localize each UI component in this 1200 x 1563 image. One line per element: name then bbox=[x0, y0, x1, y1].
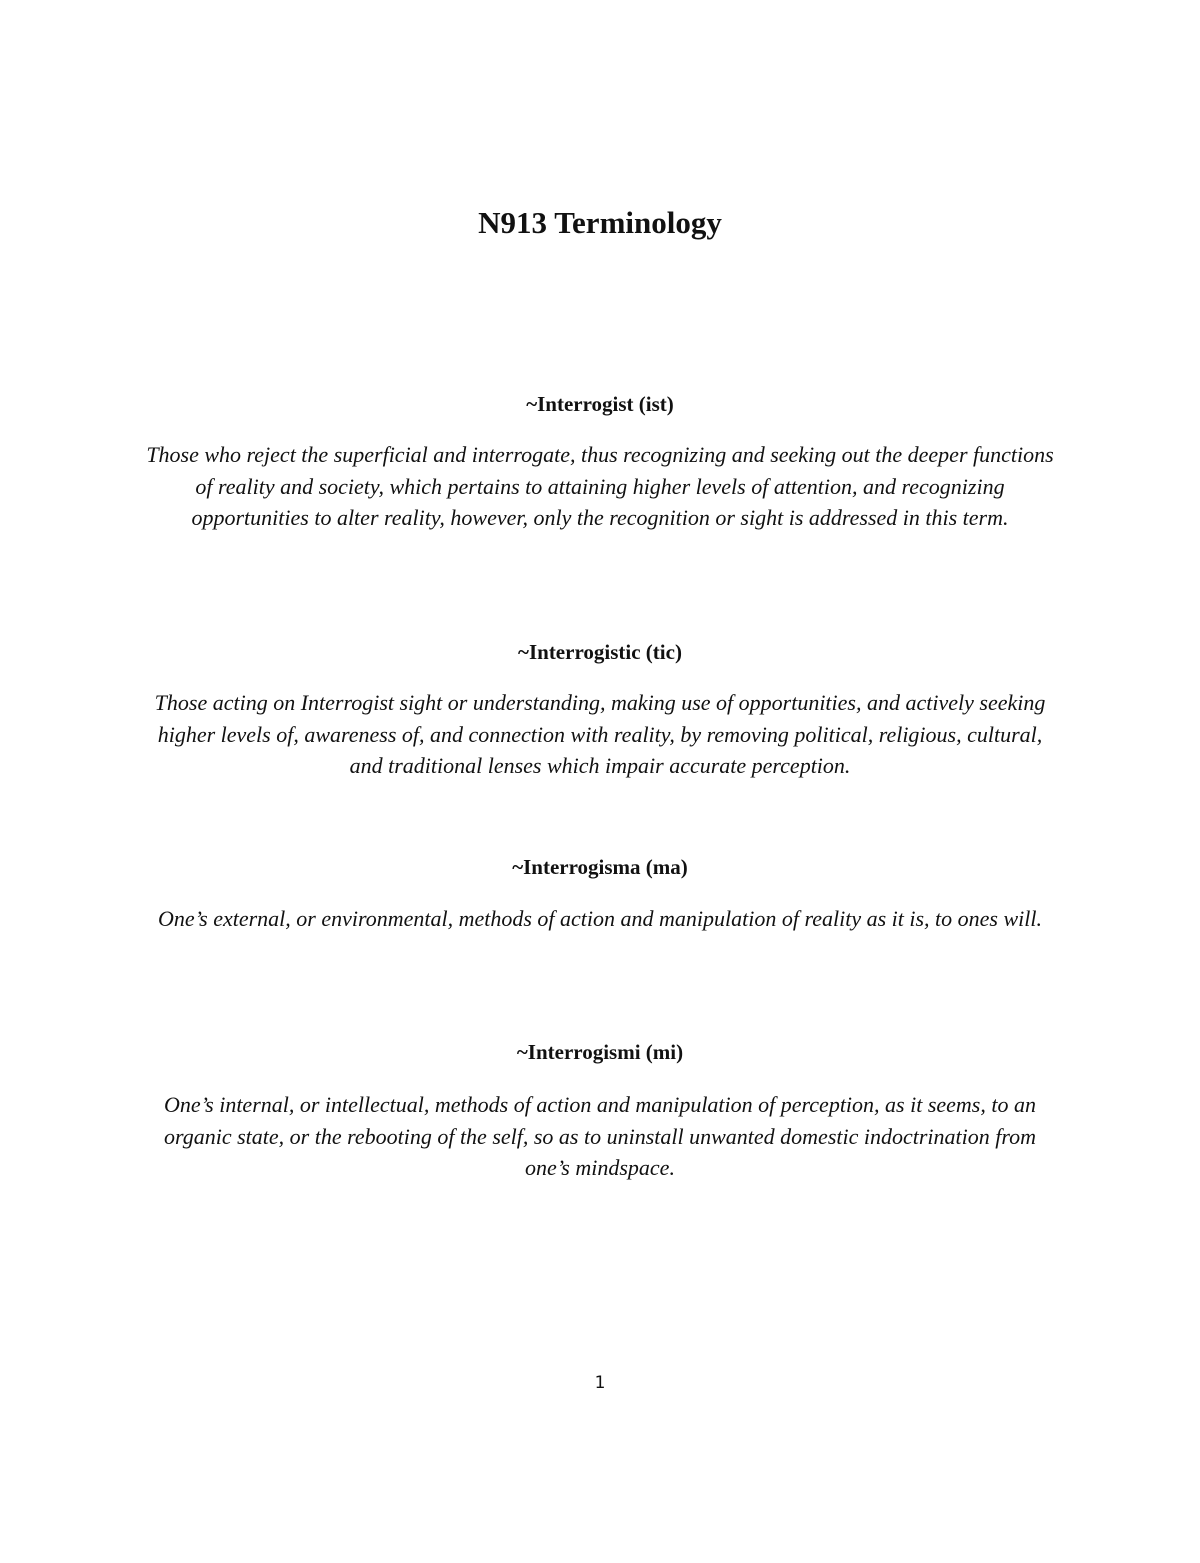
term-heading-interrogistic: ~Interrogistic (tic) bbox=[518, 640, 682, 664]
page-title: N913 Terminology bbox=[478, 205, 722, 240]
page-number: 1 bbox=[594, 1373, 606, 1393]
term-definition-interrogistic: Those acting on Interrogist sight or understanding, making use of opportunities, and actively seeking higher levels of, awareness of, and connection with reality, by removing political, religious, cultural, and traditional lenses which impair accurate perception. bbox=[154, 690, 1046, 778]
term-heading-interrogist: ~Interrogist (ist) bbox=[526, 392, 674, 416]
term-definition-interrogisma: One’s external, or environmental, methods of action and manipulation of reality as it is, to ones will. bbox=[157, 906, 1042, 931]
term-heading-interrogismi: ~Interrogismi (mi) bbox=[516, 1040, 684, 1064]
term-definition-interrogismi: One’s internal, or intellectual, methods of action and manipulation of perception, as it seems, to an organic state, or the rebooting of the self, so as to uninstall unwanted domestic indoctrination from one’s mindspace. bbox=[163, 1092, 1037, 1180]
term-definition-interrogist: Those who reject the superficial and interrogate, thus recognizing and seeking out the deeper functions of reality and society, which pertains to attaining higher levels of attention, and recognizing opportunities to alter reality, however, only the recognition or sight is addressed in this term. bbox=[146, 442, 1054, 530]
term-heading-interrogisma: ~Interrogisma (ma) bbox=[512, 855, 688, 879]
